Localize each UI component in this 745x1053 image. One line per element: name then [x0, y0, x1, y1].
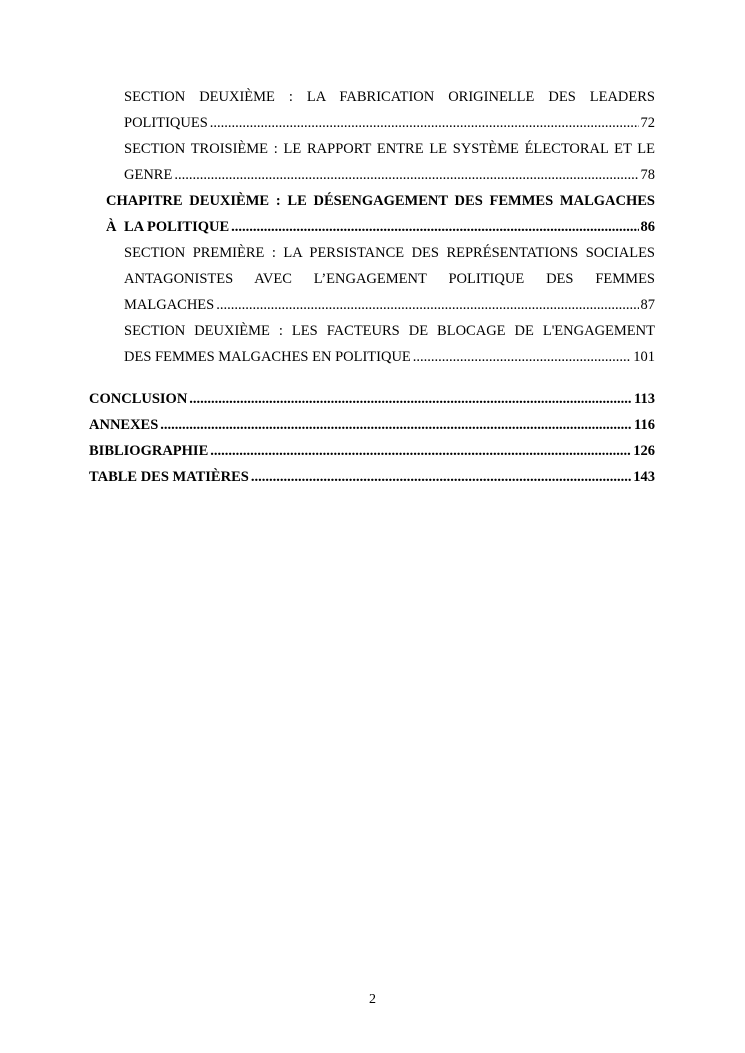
- dot-leader: [210, 110, 639, 136]
- toc-entry-section-troisieme[interactable]: [124, 136, 655, 188]
- toc-entry-title-line: GENRE: [124, 167, 173, 183]
- toc-leader-line: [124, 162, 655, 188]
- toc-entry-title-line: SECTION DEUXIÈME : LES FACTEURS DE BLOCAGE DE L'ENGAGEMENT: [124, 323, 655, 339]
- toc-page-number: 101: [633, 349, 655, 365]
- toc-leader-line: [106, 214, 655, 240]
- dot-leader: [251, 464, 631, 490]
- dot-leader: [413, 344, 631, 370]
- toc-entry-title-line: MALGACHES: [124, 297, 215, 313]
- toc-entry-title: BIBLIOGRAPHIE: [89, 443, 209, 459]
- toc-entry-title-line: DES FEMMES MALGACHES EN POLITIQUE: [124, 349, 411, 365]
- toc-entry-section-premiere[interactable]: [124, 240, 655, 318]
- toc-entry-title-line: SECTION DEUXIÈME : LA FABRICATION ORIGINELLE DES LEADERS: [124, 89, 655, 105]
- toc-page-number: 78: [640, 167, 655, 183]
- toc-entry-title-line: LA POLITIQUE: [124, 219, 230, 235]
- toc-entry-conclusion[interactable]: [89, 386, 655, 412]
- toc-page-number: 72: [640, 115, 655, 131]
- toc-entry-title-line: CHAPITRE DEUXIÈME : LE DÉSENGAGEMENT DES FEMMES MALGACHES: [106, 193, 655, 209]
- toc-entry-annexes[interactable]: [89, 412, 655, 438]
- toc-entry-title: ANNEXES: [89, 417, 159, 433]
- toc-page-number: 126: [633, 443, 655, 459]
- toc-entry-section-deuxieme-b[interactable]: [124, 318, 655, 370]
- toc-entry-title-line: POLITIQUES: [124, 115, 208, 131]
- toc-entry-table-des-matieres[interactable]: [89, 464, 655, 490]
- toc-leader-line: [124, 110, 655, 136]
- toc-page-number: 87: [640, 297, 655, 313]
- toc-entry-title-line: SECTION PREMIÈRE : LA PERSISTANCE DES REPRÉSENTATIONS SOCIALES: [124, 245, 655, 261]
- toc-entry-title: TABLE DES MATIÈRES: [89, 469, 249, 485]
- toc-leader-line: [124, 344, 655, 370]
- toc-entry-chapitre-deuxieme[interactable]: [106, 188, 655, 240]
- dot-leader: [216, 292, 638, 318]
- toc-page-number: 86: [640, 219, 655, 235]
- toc-entry-title: CONCLUSION: [89, 391, 188, 407]
- toc-leader-line: [124, 292, 655, 318]
- toc-page-number: 143: [633, 469, 655, 485]
- toc-entry-bibliographie[interactable]: [89, 438, 655, 464]
- toc-entry-title-line: SECTION TROISIÈME : LE RAPPORT ENTRE LE SYSTÈME ÉLECTORAL ET LE: [124, 141, 655, 157]
- page-number: 2: [369, 992, 376, 1007]
- toc-entry-title-line: ANTAGONISTES AVEC L’ENGAGEMENT POLITIQUE DES FEMMES: [124, 271, 655, 287]
- dot-leader: [160, 412, 632, 438]
- dot-leader: [189, 386, 632, 412]
- toc-entry-prefix: À: [106, 219, 117, 235]
- toc-page-number: 116: [634, 417, 655, 433]
- dot-leader: [174, 162, 638, 188]
- toc-entry-section-deuxieme[interactable]: [124, 84, 655, 136]
- dot-leader: [210, 438, 631, 464]
- toc-page-number: 113: [634, 391, 655, 407]
- dot-leader: [231, 214, 638, 240]
